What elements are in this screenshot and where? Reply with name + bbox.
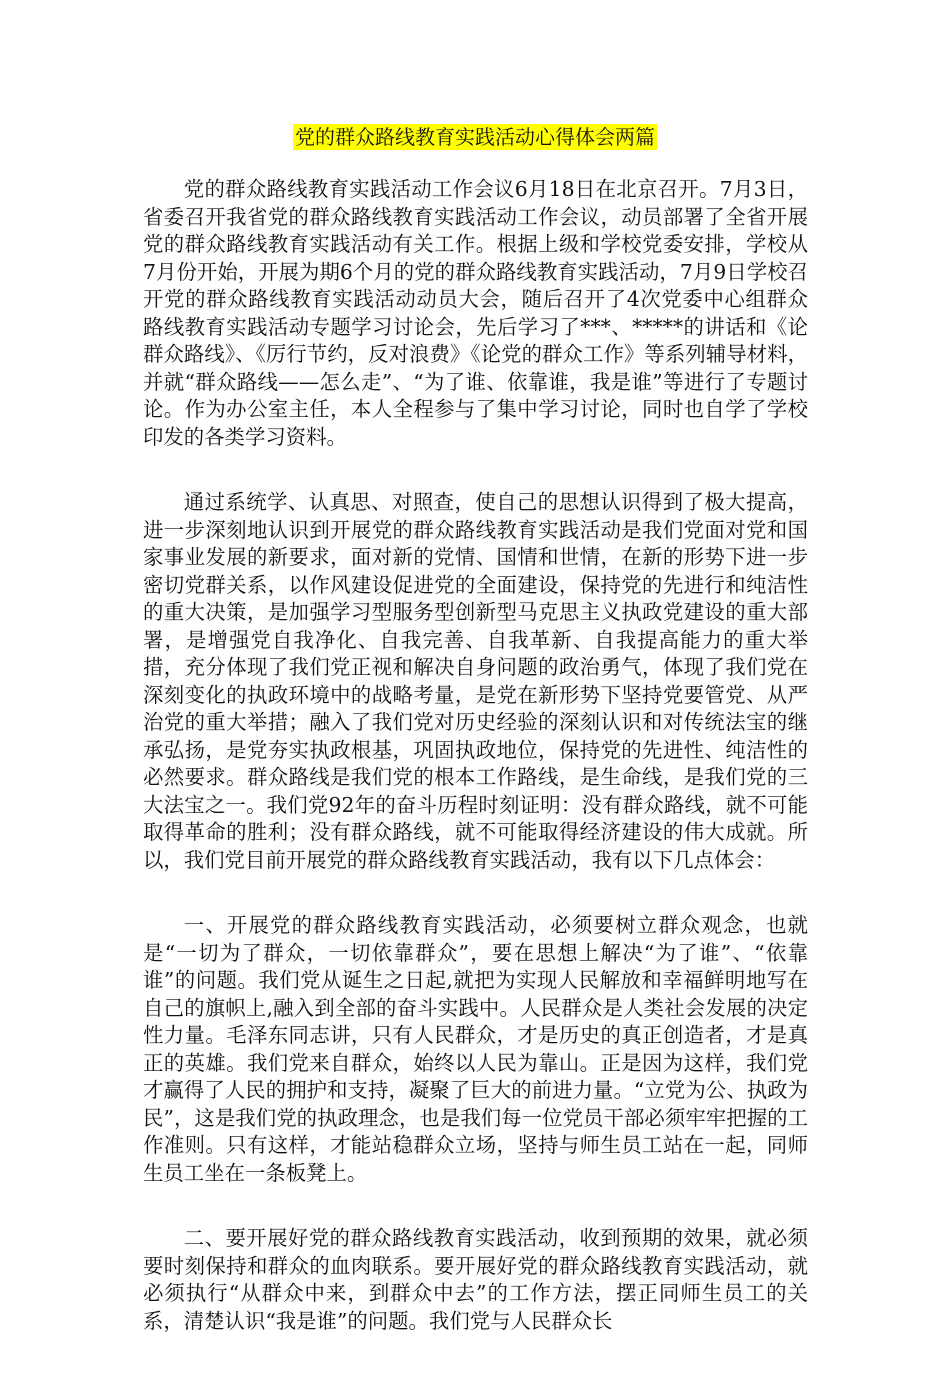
title-container [0, 124, 950, 150]
paragraph-1: 党的群众路线教育实践活动工作会议6月18日在北京召开。7月3日，省委召开我省党的群众路线教育实践活动工作会议，动员部署了全省开展党的群众路线教育实践活动有关工作。根据上级和学校党委安排，学校从7月份开始，开展为期6个月的党的群众路线教育实践活动，7月9日学校召开党的群众路线教育实践活动动员大会，随后召开了4次党委中心组群众路线教育实践活动专题学习讨论会，先后学习了***、*****的讲话和《论群众路线》、《厉行节约，反对浪费》《论党的群众工作》等系列辅导材料，并就“群众路线——怎么走”、“为了谁、依靠谁，我是谁”等进行了专题讨论。作为办公室主任，本人全程参与了集中学习讨论，同时也自学了学校印发的各类学习资料。 [143, 177, 808, 449]
paragraph-4: 二、要开展好党的群众路线教育实践活动，收到预期的效果，就必须要时刻保持和群众的血肉联系。要开展好党的群众路线教育实践活动，就必须执行“从群众中来，到群众中去”的工作方法，摆正同师生员工的关系，清楚认识“我是谁”的问题。我们党与人民群众长 [143, 1226, 808, 1333]
paragraph-2: 通过系统学、认真思、对照查，使自己的思想认识得到了极大提高，进一步深刻地认识到开展党的群众路线教育实践活动是我们党面对党和国家事业发展的新要求，面对新的党情、国情和世情，在新的形势下进一步密切党群关系，以作风建设促进党的全面建设，保持党的先进行和纯洁性的重大决策，是加强学习型服务型创新型马克思主义执政党建设的重大部署，是增强党自我净化、自我完善、自我革新、自我提高能力的重大举措，充分体现了我们党正视和解决自身问题的政治勇气，体现了我们党在深刻变化的执政环境中的战略考量，是党在新形势下坚持党要管党、从严治党的重大举措；融入了我们党对历史经验的深刻认识和对传统法宝的继承弘扬，是党夯实执政根基，巩固执政地位，保持党的先进性、纯洁性的必然要求。群众路线是我们党的根本工作路线，是生命线，是我们党的三大法宝之一。我们党92年的奋斗历程时刻证明：没有群众路线，就不可能取得革命的胜利；没有群众路线，就不可能取得经济建设的伟大成就。所以，我们党目前开展党的群众路线教育实践活动，我有以下几点体会： [143, 490, 808, 872]
document-title: 党的群众路线教育实践活动心得体会两篇 [295, 125, 655, 149]
document-body [143, 176, 808, 1373]
paragraph-3: 一、开展党的群众路线教育实践活动，必须要树立群众观念，也就是“一切为了群众，一切依靠群众”，要在思想上解决“为了谁”、“依靠谁”的问题。我们党从诞生之日起,就把为实现人民解放和幸福鲜明地写在自己的旗帜上,融入到全部的奋斗实践中。人民群众是人类社会发展的决定性力量。毛泽东同志讲，只有人民群众，才是历史的真正创造者，才是真正的英雄。我们党来自群众，始终以人民为靠山。正是因为这样，我们党才赢得了人民的拥护和支持，凝聚了巨大的前进力量。“立党为公、执政为民”，这是我们党的执政理念，也是我们每一位党员干部必须牢牢把握的工作准则。只有这样，才能站稳群众立场，坚持与师生员工站在一起，同师生员工坐在一条板凳上。 [143, 913, 808, 1185]
